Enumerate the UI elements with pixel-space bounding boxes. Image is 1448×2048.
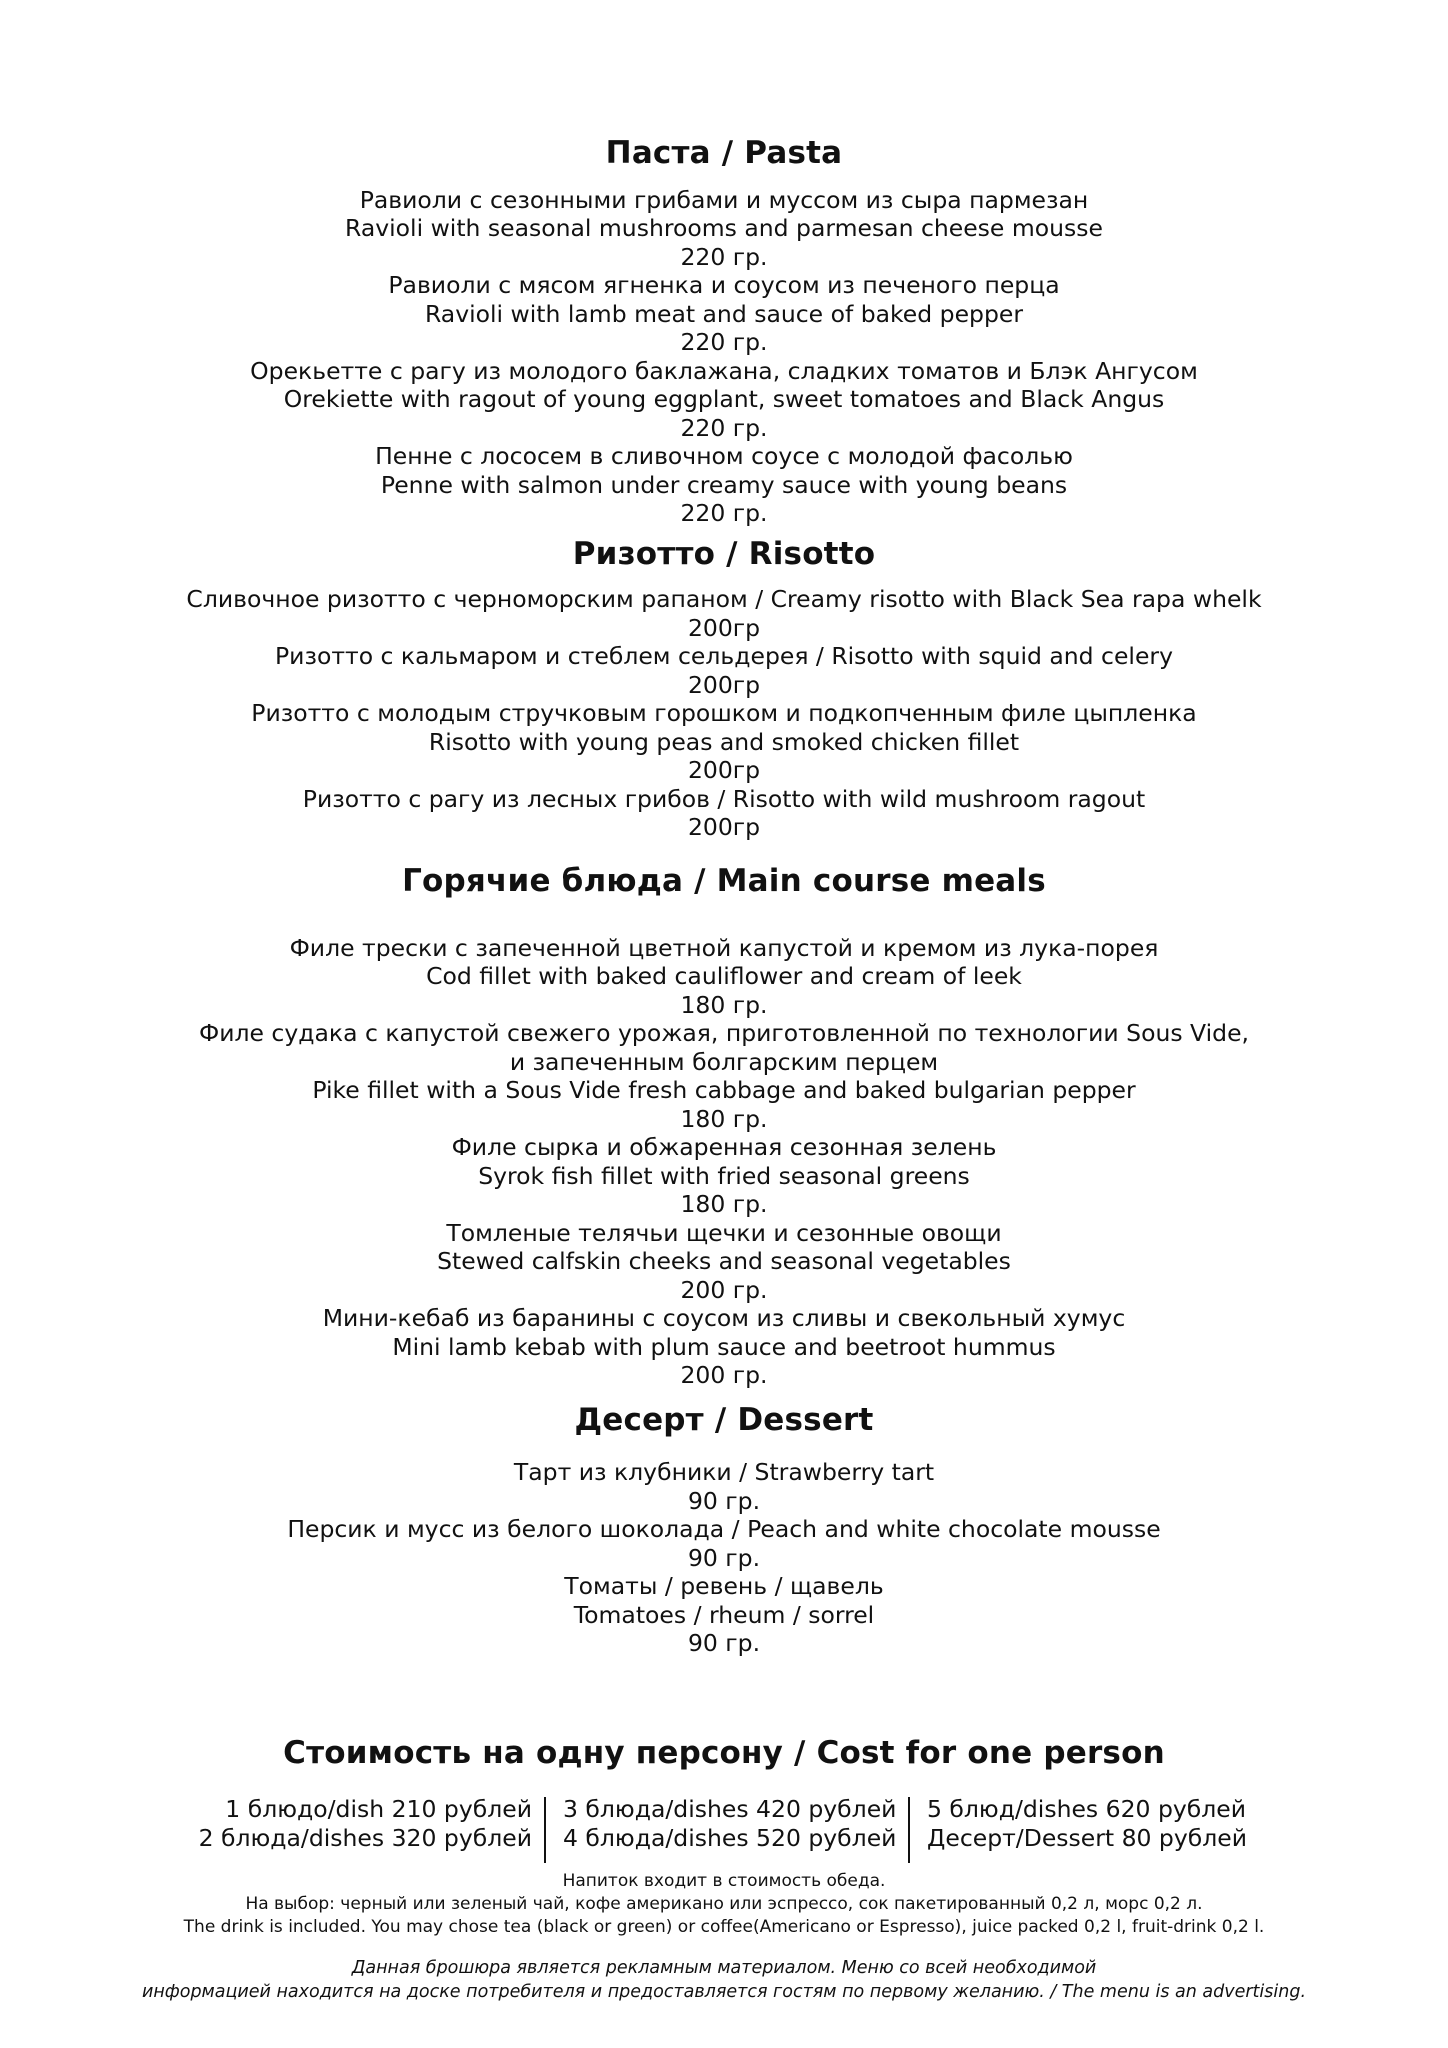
menu-price: 90 гр. (687, 1544, 761, 1572)
menu-line: Orekiette with ragout of young eggplant, sweet tomatoes and Black Angus (283, 385, 1165, 413)
cost-item: 3 блюда/dishes 420 рублей (563, 1795, 897, 1823)
disclaimer-line: Данная брошюра является рекламным материалом. Меню со всей необходимой (351, 1958, 1097, 1978)
drink-note: Напиток входит в стоимость обеда. (562, 1871, 886, 1891)
menu-price: 180 гр. (680, 1190, 768, 1218)
menu-line: Ризотто с кальмаром и стеблем сельдерея / Risotto with squid and celery (275, 642, 1173, 670)
column-divider (908, 1797, 910, 1863)
menu-price: 220 гр. (680, 414, 768, 442)
menu-line: Орекьетте с рагу из молодого баклажана, сладких томатов и Блэк Ангусом (250, 357, 1198, 385)
section-title-risotto: Ризотто / Risotto (572, 536, 876, 572)
menu-price: 200 гр. (680, 1276, 768, 1304)
menu-price: 220 гр. (680, 499, 768, 527)
menu-line: Stewed calfskin cheeks and seasonal vegetables (437, 1247, 1011, 1275)
section-title-pasta: Паста / Pasta (605, 135, 843, 171)
section-title-dessert: Десерт / Dessert (574, 1402, 874, 1438)
menu-price: 200 гр. (680, 1361, 768, 1389)
menu-line: Филе судака с капустой свежего урожая, приготовленной по технологии Sous Vide, (198, 1019, 1249, 1047)
menu-line: Равиоли с мясом ягненка и соусом из печеного перца (388, 271, 1060, 299)
menu-price: 90 гр. (687, 1487, 761, 1515)
menu-price: 220 гр. (680, 243, 768, 271)
cost-column-2 (563, 1795, 896, 1857)
cost-item: 1 блюдо/dish 210 рублей (225, 1795, 532, 1823)
menu-line: Тарт из клубники / Strawberry tart (513, 1458, 935, 1486)
menu-line: Mini lamb kebab with plum sauce and beetroot hummus (392, 1333, 1056, 1361)
cost-item: Десерт/Dessert 80 рублей (927, 1824, 1248, 1852)
menu-line: Tomatoes / rheum / sorrel (573, 1601, 875, 1629)
menu-line: Томленые телячьи щечки и сезонные овощи (446, 1219, 1002, 1247)
column-divider (544, 1797, 546, 1863)
menu-line: Мини-кебаб из баранины с соусом из сливы и свекольный хумус (322, 1304, 1126, 1332)
menu-line: Томаты / ревень / щавель (564, 1572, 884, 1600)
menu-price: 180 гр. (680, 1105, 768, 1133)
menu-line: Ravioli with seasonal mushrooms and parmesan cheese mousse (345, 214, 1103, 242)
menu-line: Cod fillet with baked cauliflower and cream of leek (426, 962, 1022, 990)
cost-table (0, 1795, 1448, 1865)
cost-column-1 (199, 1795, 532, 1857)
menu-price: 200гр (687, 671, 761, 699)
cost-column-3 (927, 1795, 1247, 1857)
cost-item: 2 блюда/dishes 320 рублей (198, 1824, 532, 1852)
menu-line: Ризотто с молодым стручковым горошком и подкопченным филе цыпленка (251, 699, 1197, 727)
menu-line: Сливочное ризотто с черноморским рапаном / Creamy risotto with Black Sea rapa whelk (186, 585, 1262, 613)
menu-line: Penne with salmon under creamy sauce with young beans (380, 471, 1068, 499)
menu-price: 200гр (687, 614, 761, 642)
drink-note: На выбор: черный или зеленый чай, кофе американо или эспрессо, сок пакетированный 0,2 л, морс 0,2 л. (245, 1894, 1203, 1914)
menu-price: 220 гр. (680, 328, 768, 356)
menu-price: 200гр (687, 813, 761, 841)
menu-price: 180 гр. (680, 991, 768, 1019)
menu-line: и запеченным болгарским перцем (509, 1048, 939, 1076)
menu-line: Филе трески с запеченной цветной капустой и кремом из лука-порея (289, 934, 1159, 962)
drink-note: The drink is included. You may chose tea (black or green) or coffee(Americano or Espresso), juice packed 0,2 l, fruit-drink 0,2 l. (183, 1917, 1265, 1937)
menu-line: Ризотто с рагу из лесных грибов / Risotto with wild mushroom ragout (302, 785, 1146, 813)
menu-line: Ravioli with lamb meat and sauce of baked pepper (425, 300, 1023, 328)
menu-price: 90 гр. (687, 1629, 761, 1657)
menu-price: 200гр (687, 756, 761, 784)
cost-title: Стоимость на одну персону / Cost for one person (283, 1735, 1165, 1771)
cost-item: 4 блюда/dishes 520 рублей (563, 1824, 897, 1852)
disclaimer-line: информацией находится на доске потребителя и предоставляется гостям по первому желанию. / The menu is an advertising. (141, 1982, 1307, 2002)
menu-line: Risotto with young peas and smoked chicken fillet (428, 728, 1020, 756)
menu-line: Равиоли с сезонными грибами и муссом из сыра пармезан (359, 186, 1089, 214)
menu-line: Персик и мусс из белого шоколада / Peach and white chocolate mousse (287, 1515, 1161, 1543)
menu-line: Syrok fish fillet with fried seasonal greens (478, 1162, 970, 1190)
menu-line: Pike fillet with a Sous Vide fresh cabbage and baked bulgarian pepper (312, 1076, 1136, 1104)
cost-item: 5 блюд/dishes 620 рублей (927, 1795, 1247, 1823)
section-title-main-course: Горячие блюда / Main course meals (402, 863, 1046, 899)
menu-line: Пенне с лососем в сливочном соусе с молодой фасолью (375, 442, 1073, 470)
menu-line: Филе сырка и обжаренная сезонная зелень (451, 1133, 997, 1161)
